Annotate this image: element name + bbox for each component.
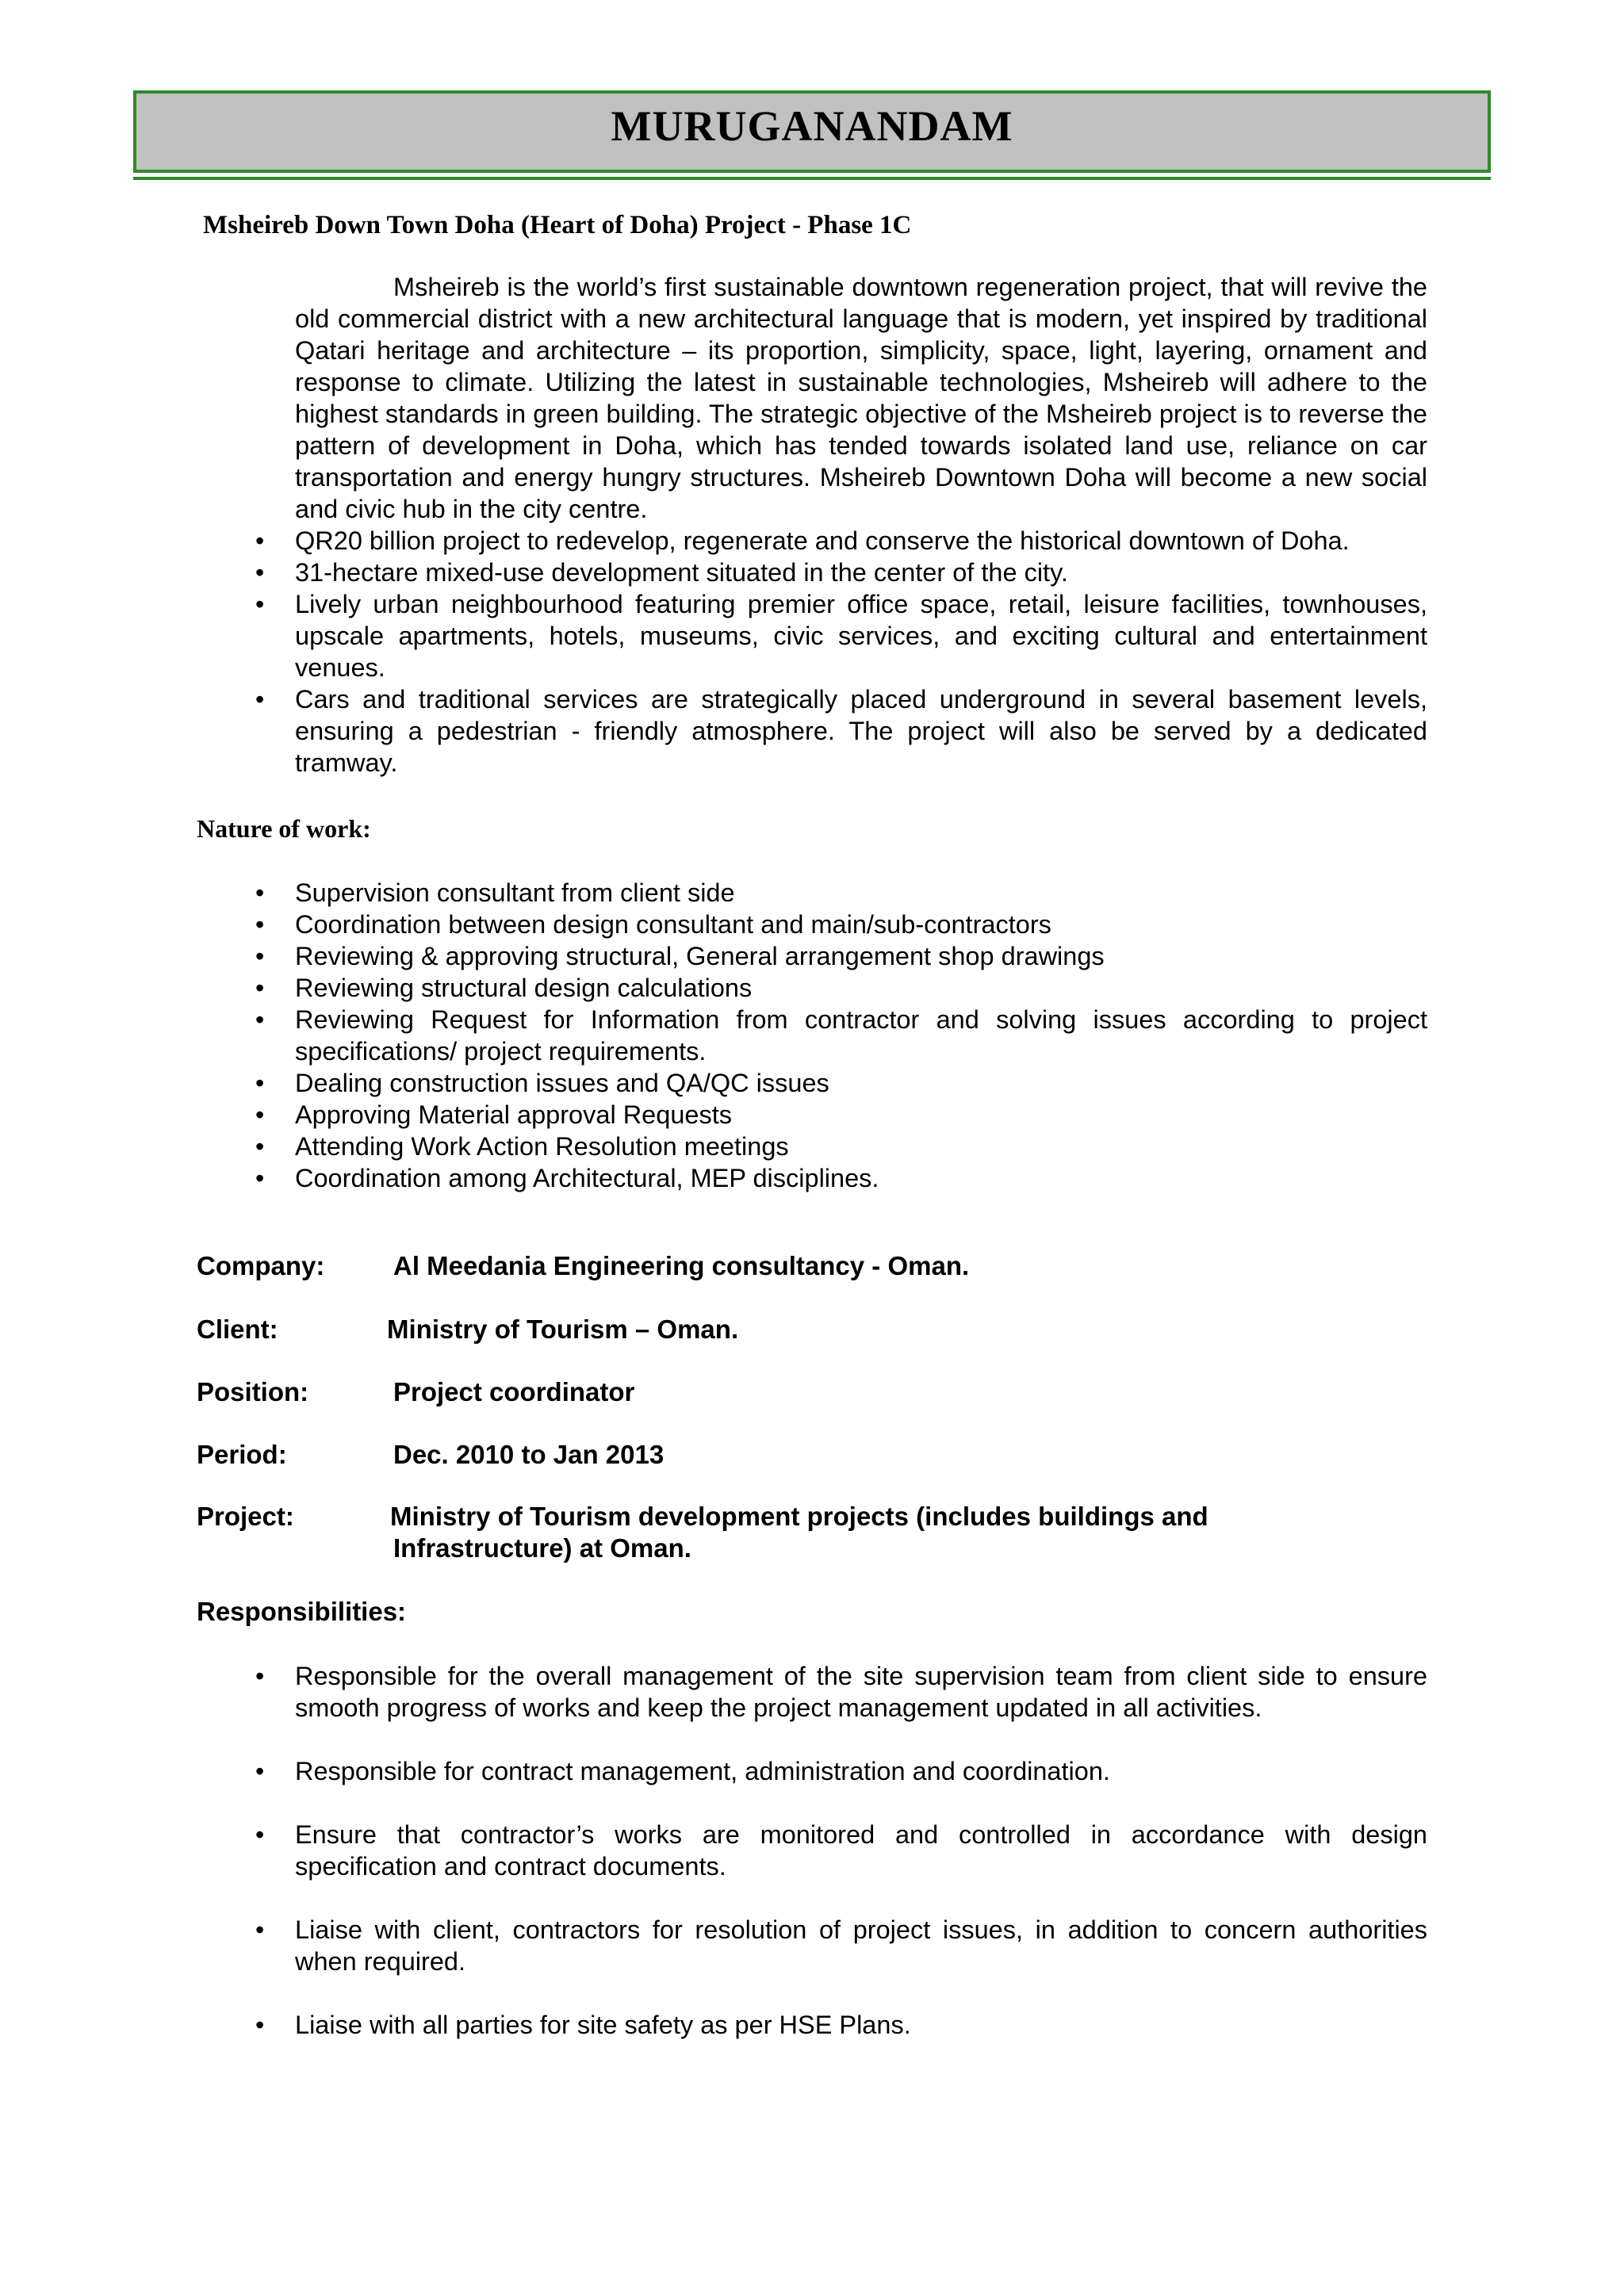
list-item: • Dealing construction issues and QA/QC issues bbox=[295, 1067, 1427, 1099]
position-value: Project coordinator bbox=[393, 1377, 635, 1406]
client-value: Ministry of Tourism – Oman. bbox=[387, 1314, 739, 1344]
list-item: • Supervision consultant from client side bbox=[295, 877, 1427, 909]
list-item: • Reviewing Request for Information from contractor and solving issues according to project specifications/ project requirements. bbox=[295, 1004, 1427, 1067]
list-item: • Liaise with all parties for site safety as per HSE Plans. bbox=[295, 2009, 1427, 2041]
name-banner bbox=[133, 90, 1491, 173]
client-label: Client: bbox=[197, 1314, 278, 1344]
list-item: • Coordination among Architectural, MEP disciplines. bbox=[295, 1162, 1427, 1194]
company-value: Al Meedania Engineering consultancy - Oman. bbox=[393, 1251, 970, 1280]
responsibilities-list bbox=[295, 1660, 1427, 2072]
project-value-line-1: Ministry of Tourism development projects (includes buildings and bbox=[390, 1502, 1208, 1531]
project-highlights-list bbox=[295, 525, 1427, 779]
list-item: • Coordination between design consultant and main/sub-contractors bbox=[295, 909, 1427, 940]
list-item: • Attending Work Action Resolution meetings bbox=[295, 1131, 1427, 1162]
project-title: Msheireb Down Town Doha (Heart of Doha) Project - Phase 1C bbox=[203, 211, 912, 239]
list-item: • 31-hectare mixed-use development situated in the center of the city. bbox=[295, 557, 1427, 588]
project-description: Msheireb is the world’s first sustainable downtown regeneration project, that will revive the old commercial district with a new architectural language that is modern, yet inspired by traditional Qatari heritage and architecture – its proportion, simplicity, space, light, layering, ornament and response to climate. Utilizing the latest in sustainable technologies, Msheireb will adhere to the highest standards in green building. The strategic objective of the Msheireb project is to reverse the pattern of development in Doha, which has tended towards isolated land use, reliance on car transportation and energy hungry structures. Msheireb Downtown Doha will become a new social and civic hub in the city centre. bbox=[295, 273, 1427, 523]
nature-of-work-heading: Nature of work: bbox=[197, 814, 371, 843]
list-item: • Ensure that contractor’s works are monitored and controlled in accordance with design specification and contract documents. bbox=[295, 1819, 1427, 1882]
list-item: • Liaise with client, contractors for resolution of project issues, in addition to concern authorities when required. bbox=[295, 1914, 1427, 1977]
list-item: • Responsible for contract management, administration and coordination. bbox=[295, 1755, 1427, 1787]
list-item: • QR20 billion project to redevelop, regenerate and conserve the historical downtown of Doha. bbox=[295, 525, 1427, 557]
list-item: • Reviewing structural design calculations bbox=[295, 972, 1427, 1004]
responsibilities-heading: Responsibilities: bbox=[197, 1597, 407, 1626]
list-item: • Lively urban neighbourhood featuring premier office space, retail, leisure facilities, townhouses, upscale apartments, hotels, museums, civic services, and exciting cultural and entertainment venues. bbox=[295, 588, 1427, 683]
project-value bbox=[390, 1501, 1262, 1564]
list-item: • Reviewing & approving structural, General arrangement shop drawings bbox=[295, 940, 1427, 972]
period-label: Period: bbox=[197, 1440, 287, 1469]
company-label: Company: bbox=[197, 1251, 325, 1280]
project-label: Project: bbox=[197, 1502, 294, 1531]
period-value: Dec. 2010 to Jan 2013 bbox=[393, 1440, 665, 1469]
nature-of-work-list bbox=[295, 877, 1427, 1194]
project-value-line-2: Infrastructure) at Oman. bbox=[393, 1533, 691, 1563]
list-item: • Cars and traditional services are strategically placed underground in several basement levels, ensuring a pedestrian - friendly atmosphere. The project will also be served by a dedicated tramway. bbox=[295, 683, 1427, 779]
candidate-name: MURUGANANDAM bbox=[611, 102, 1013, 150]
position-label: Position: bbox=[197, 1377, 309, 1406]
list-item: • Approving Material approval Requests bbox=[295, 1099, 1427, 1131]
list-item: • Responsible for the overall management of the site supervision team from client side to ensure smooth progress of works and keep the project management updated in all activities. bbox=[295, 1660, 1427, 1724]
